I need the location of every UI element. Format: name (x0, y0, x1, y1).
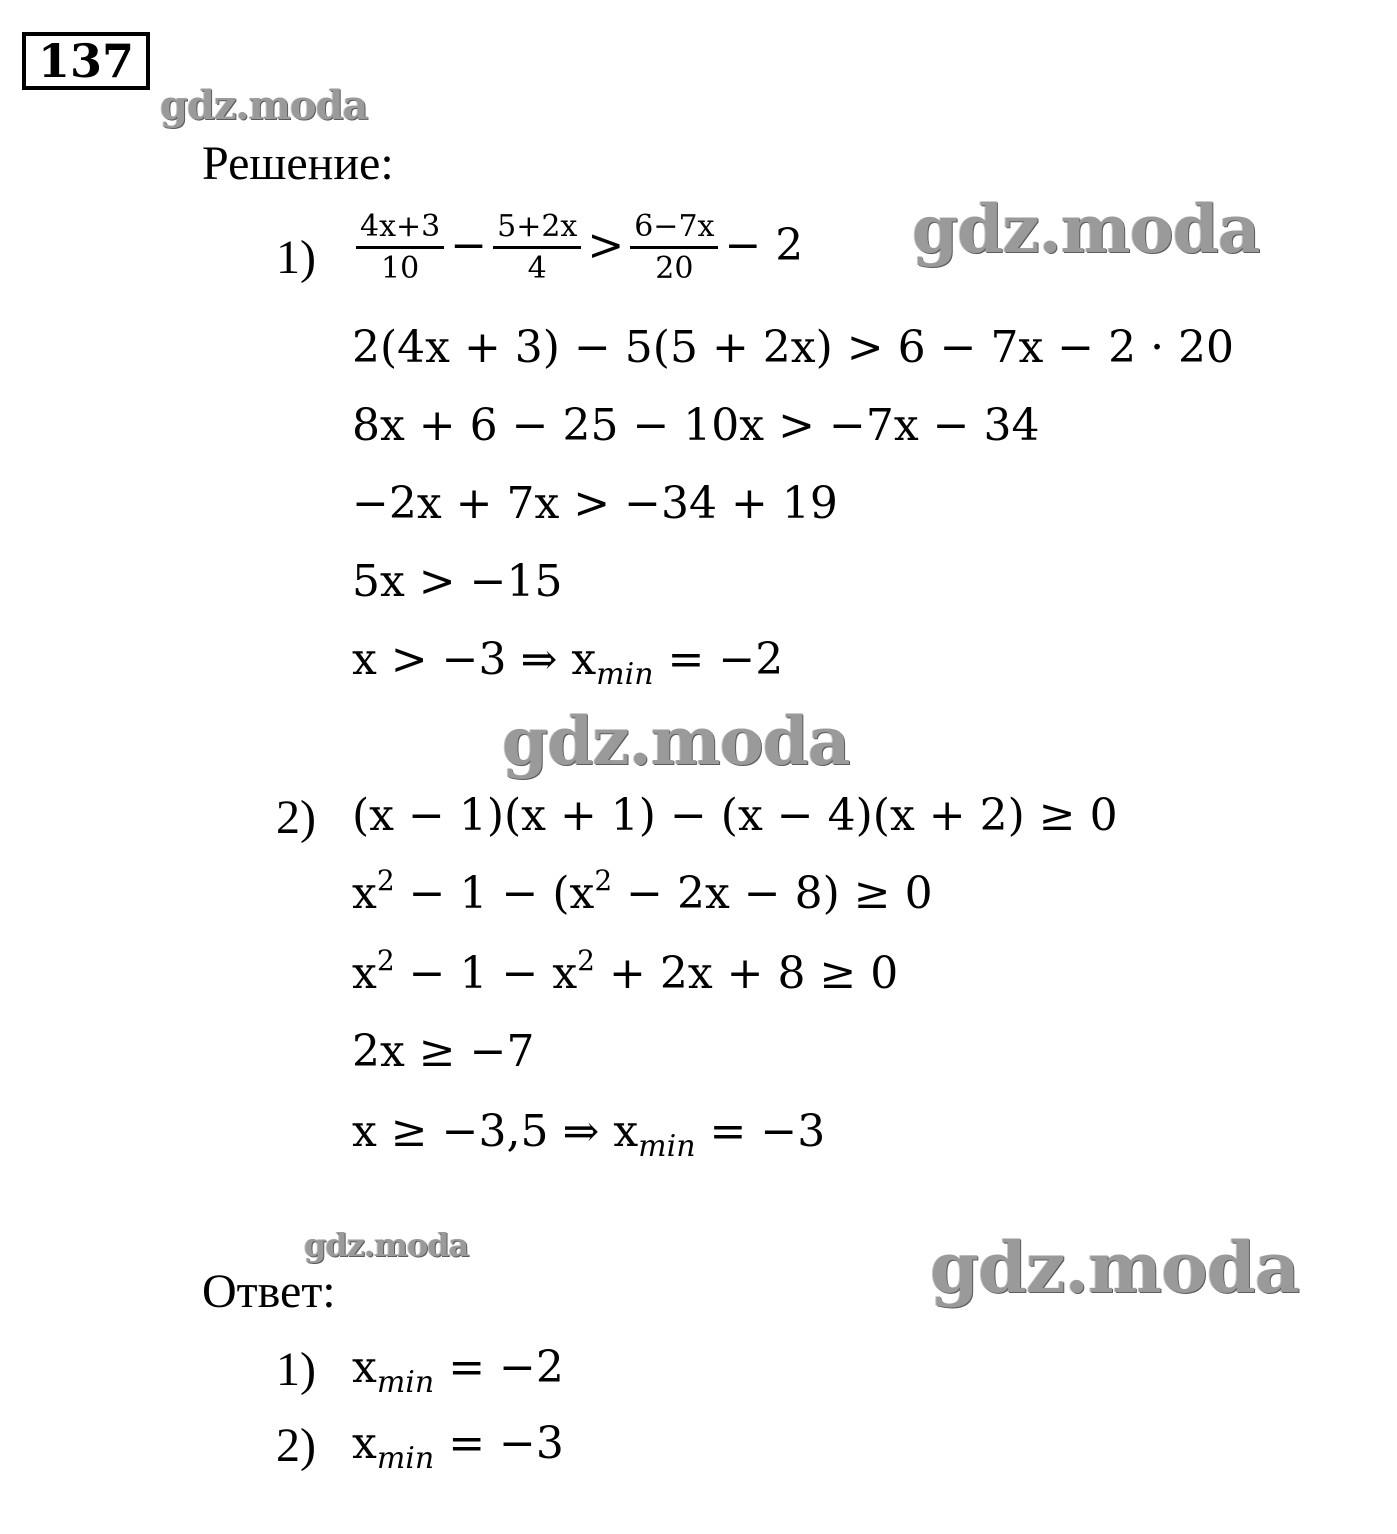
part1-line3: 8x + 6 − 25 − 10x > −7x − 34 (352, 400, 1040, 451)
part1-line6: x > −3 ⇒ $x_{min} = -2$ (352, 634, 784, 692)
problem-number: 137 (22, 32, 150, 90)
part1-line2: 2(4x + 3) − 5(5 + 2x) > 6 − 7x − 2 · 20 (352, 322, 1235, 373)
watermark-bottom-right: gdz.moda (930, 1226, 1300, 1309)
part2-line5: x ≥ −3,5 ⇒ $x_{min} = -3$ (352, 1106, 826, 1164)
answer-1-label: 1) (276, 1343, 316, 1396)
watermark-answer-small: gdz.moda (304, 1226, 469, 1264)
answer-2: $x_{min} = -3$ (352, 1418, 564, 1476)
part2-line4: 2x ≥ −7 (352, 1026, 535, 1077)
part2-line3: $x^2 - 1 - x^2 + 2x + 8 \ge 0$ (352, 944, 899, 999)
watermark-top-right: gdz.moda (912, 190, 1260, 268)
fraction-1: $\frac{4x+3}{10}$ (356, 208, 444, 289)
part1-label: 1) (276, 231, 316, 284)
solution-heading: Решение: (202, 137, 394, 190)
watermark-top-left: gdz.moda (160, 82, 368, 129)
part1-line4: −2x + 7x > −34 + 19 (352, 478, 838, 529)
part1-line5: 5x > −15 (352, 556, 563, 607)
part2-line1: (x − 1)(x + 1) − (x − 4)(x + 2) ≥ 0 (352, 790, 1118, 841)
watermark-middle: gdz.moda (502, 702, 850, 780)
answer-2-label: 2) (276, 1419, 316, 1472)
answer-heading: Ответ: (202, 1265, 336, 1318)
part2-line2: $x^2 - 1 - (x^2 - 2x - 8) \ge 0$ (352, 864, 933, 919)
answer-1: $x_{min} = -2$ (352, 1342, 564, 1400)
part1-line1: $\frac{4x+3}{10}$ − $\frac{5+2x}{4}$ > $\frac{6-7x}{20}$ − 2 (350, 208, 803, 289)
fraction-2: $\frac{5+2x}{4}$ (493, 208, 581, 289)
part2-label: 2) (276, 791, 316, 844)
fraction-3: $\frac{6-7x}{20}$ (630, 208, 718, 289)
